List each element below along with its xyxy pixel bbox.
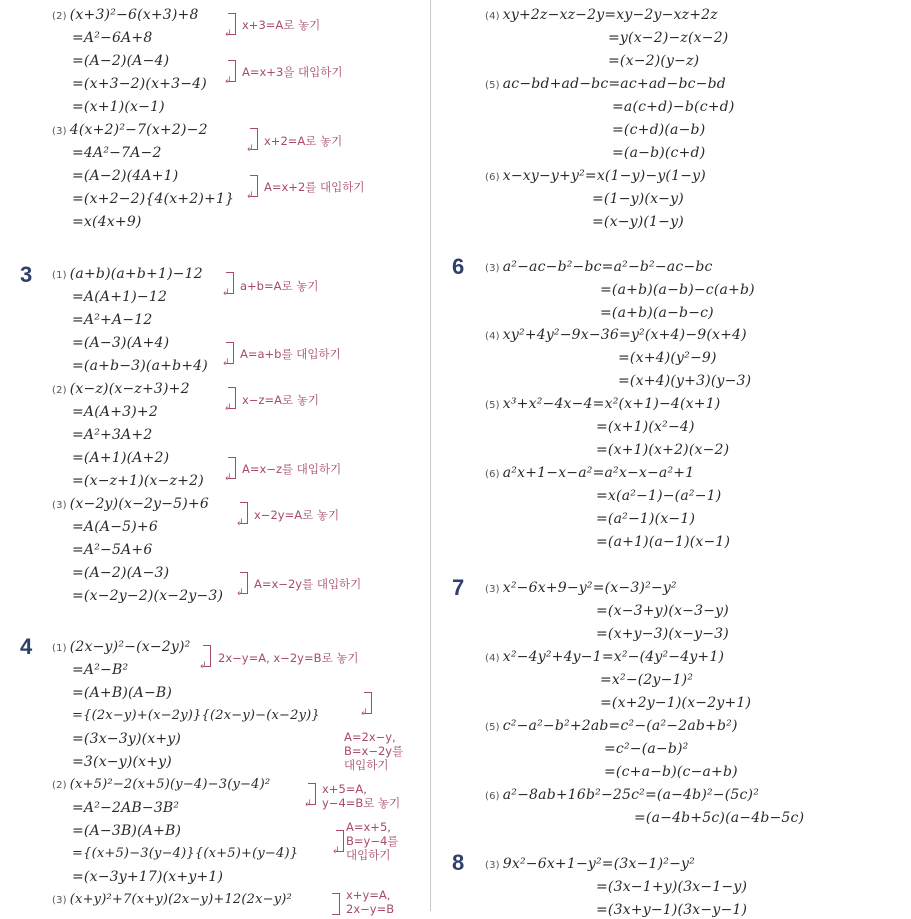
column-divider — [430, 0, 431, 911]
math-line: =A²+3A+2 — [72, 427, 153, 443]
math-line — [485, 786, 759, 806]
math-line: =a(c+d)−b(c+d) — [612, 99, 735, 115]
annotation-note: x+3=A로 놓기 — [242, 18, 321, 32]
problem-number: (3) — [52, 126, 67, 137]
math-line: =(A−2)(4A+1) — [72, 168, 179, 184]
annotation-note: A=a+b를 대입하기 — [240, 347, 341, 361]
math-line: =A²−6A+8 — [72, 30, 153, 46]
section-number: 3 — [20, 262, 33, 287]
section-number: 4 — [20, 634, 33, 659]
math-text: x³+x²−4x−4=x²(x+1)−4(x+1) — [502, 396, 721, 412]
annotation-note — [346, 820, 398, 862]
section-number: 8 — [452, 850, 465, 875]
problem-number: (2) — [52, 11, 67, 22]
annotation-note: x−2y=A로 놓기 — [254, 508, 340, 522]
math-line — [485, 579, 677, 599]
section-number: 6 — [452, 254, 465, 279]
math-line — [485, 75, 726, 95]
arrow-icon: ↲ — [360, 708, 368, 718]
math-line: =3(x−y)(x+y) — [72, 754, 172, 770]
math-line: =A²−5A+6 — [72, 542, 153, 558]
math-line — [485, 648, 724, 668]
math-line: =(x+4)(y+3)(y−3) — [618, 373, 752, 389]
problem-number: (2) — [52, 780, 67, 791]
math-text: (a+b)(a+b+1)−12 — [69, 266, 203, 282]
math-line — [485, 6, 718, 26]
problem-number: (3) — [52, 500, 67, 511]
math-line: =(x+y−3)(x−y−3) — [596, 626, 729, 642]
note-line: B=x−2y를 — [344, 744, 404, 758]
math-line: =(A−2)(A−4) — [72, 53, 170, 69]
math-line: =(a−4b+5c)(a−4b−5c) — [634, 810, 805, 826]
math-text: (x−z)(x−z+3)+2 — [69, 381, 190, 397]
math-line: =(x−z+1)(x−z+2) — [72, 473, 204, 489]
math-text: x²−6x+9−y²=(x−3)²−y² — [502, 580, 677, 596]
section-number: 7 — [452, 575, 465, 600]
arrow-icon: ↲ — [224, 403, 232, 413]
math-line — [485, 717, 738, 737]
math-line — [52, 776, 270, 795]
math-line: =A(A−5)+6 — [72, 519, 158, 535]
math-line: =(x+3−2)(x+3−4) — [72, 76, 207, 92]
math-line: =x(a²−1)−(a²−1) — [596, 488, 722, 504]
math-line: =(x−3y+17)(x+y+1) — [72, 869, 224, 885]
math-line: =(A−3)(A+4) — [72, 335, 170, 351]
math-line: =y(x−2)−z(x−2) — [608, 30, 729, 46]
math-line: =A(A+1)−12 — [72, 289, 168, 305]
arrow-icon: ↲ — [236, 518, 244, 528]
math-line: =(x+1)(x−1) — [72, 99, 165, 115]
math-line: =(x+1)(x+2)(x−2) — [596, 442, 730, 458]
math-line — [485, 395, 720, 415]
math-line: =(x−2)(y−z) — [608, 53, 700, 69]
note-line: y−4=B로 놓기 — [322, 796, 401, 810]
math-line — [52, 380, 190, 400]
problem-number: (6) — [485, 172, 500, 183]
arrow-icon: ↲ — [199, 661, 207, 671]
math-line: =(x+2y−1)(x−2y+1) — [600, 695, 752, 711]
note-line: 대입하기 — [346, 848, 391, 862]
problem-number: (1) — [52, 643, 67, 654]
math-line: =(c+a−b)(c−a+b) — [604, 764, 738, 780]
note-line: A=2x−y, — [344, 730, 396, 744]
math-line: =(a²−1)(x−1) — [596, 511, 696, 527]
math-line: =x(4x+9) — [72, 214, 142, 230]
math-text: (x+5)²−2(x+5)(y−4)−3(y−4)² — [69, 777, 271, 792]
math-line — [52, 891, 292, 910]
math-text: xy+2z−xz−2y=xy−2y−xz+2z — [502, 7, 718, 23]
problem-number: (6) — [485, 469, 500, 480]
arrow-icon: ↲ — [246, 191, 254, 201]
note-line: x+y=A, — [346, 888, 391, 902]
math-line — [485, 326, 747, 346]
problem-number: (1) — [52, 270, 67, 281]
math-line: =(x−y)(1−y) — [592, 214, 684, 230]
problem-number: (5) — [485, 722, 500, 733]
math-text: (2x−y)²−(x−2y)² — [69, 639, 191, 655]
problem-number: (6) — [485, 791, 500, 802]
annotation-note: A=x+2를 대입하기 — [264, 180, 365, 194]
math-text: x−xy−y+y²=x(1−y)−y(1−y) — [502, 168, 706, 184]
math-line: =(A−3B)(A+B) — [72, 823, 182, 839]
math-line — [52, 121, 208, 141]
problem-number: (5) — [485, 400, 500, 411]
math-line — [52, 6, 199, 26]
math-line — [485, 855, 695, 875]
annotation-note: x+2=A로 놓기 — [264, 134, 343, 148]
math-line: =(3x−3y)(x+y) — [72, 731, 182, 747]
arrow-icon: ↲ — [332, 846, 340, 856]
math-line: =(3x+y−1)(3x−y−1) — [596, 902, 748, 918]
math-line: =(a−b)(c+d) — [612, 145, 706, 161]
math-line — [485, 464, 694, 484]
annotation-note: x−z=A로 놓기 — [242, 393, 319, 407]
math-line: =4A²−7A−2 — [72, 145, 162, 161]
problem-number: (4) — [485, 11, 500, 22]
annotation-note — [322, 782, 400, 810]
math-text: a²−8ab+16b²−25c²=(a−4b)²−(5c)² — [502, 787, 760, 803]
annotation-note — [344, 730, 403, 772]
note-line: 대입하기 — [344, 758, 389, 772]
problem-number: (3) — [485, 263, 500, 274]
annotation-note — [346, 888, 394, 916]
problem-number: (5) — [485, 80, 500, 91]
math-line: =(1−y)(x−y) — [592, 191, 684, 207]
arrow-icon: ↲ — [224, 473, 232, 483]
arrow-icon: ↲ — [246, 144, 254, 154]
math-line: =(a+b)(a−b−c) — [600, 305, 714, 321]
math-line: =(A+B)(A−B) — [72, 685, 173, 701]
note-line: 2x−y=B — [346, 902, 395, 916]
arrow-icon: ↲ — [224, 29, 232, 39]
annotation-note: A=x−z를 대입하기 — [242, 462, 342, 476]
math-line: =(x+1)(x²−4) — [596, 419, 695, 435]
math-line: =(x+2−2){4(x+2)+1} — [72, 191, 235, 207]
math-text: c²−a²−b²+2ab=c²−(a²−2ab+b²) — [502, 718, 738, 734]
math-line: =A²−B² — [72, 662, 129, 678]
math-text: x²−4y²+4y−1=x²−(4y²−4y+1) — [502, 649, 725, 665]
math-text: (x+y)²+7(x+y)(2x−y)+12(2x−y)² — [69, 892, 292, 907]
note-line: x+5=A, — [322, 782, 367, 796]
arrow-icon: ↲ — [304, 799, 312, 809]
math-line: =c²−(a−b)² — [604, 741, 689, 757]
math-text: (x−2y)(x−2y−5)+6 — [69, 496, 209, 512]
math-line: =(a+b−3)(a+b+4) — [72, 358, 208, 374]
math-line — [485, 167, 706, 187]
math-line: =A(A+3)+2 — [72, 404, 158, 420]
math-text: xy²+4y²−9x−36=y²(x+4)−9(x+4) — [502, 327, 747, 343]
math-text: 4(x+2)²−7(x+2)−2 — [69, 122, 208, 138]
arrow-icon: ↲ — [236, 588, 244, 598]
annotation-note: A=x−2y를 대입하기 — [254, 577, 362, 591]
math-line — [485, 258, 713, 278]
annotation-note: a+b=A로 놓기 — [240, 279, 319, 293]
arrow-icon: ↲ — [224, 76, 232, 86]
arrow-icon: ↲ — [222, 288, 230, 298]
math-line: =A²−2AB−3B² — [72, 800, 180, 816]
math-line: =(x+4)(y²−9) — [618, 350, 717, 366]
problem-number: (4) — [485, 331, 500, 342]
note-line: B=y−4를 — [346, 834, 399, 848]
annotation-note: A=x+3을 대입하기 — [242, 65, 343, 79]
math-line — [52, 495, 209, 515]
problem-number: (3) — [485, 860, 500, 871]
problem-number: (3) — [485, 584, 500, 595]
math-text: a²−ac−b²−bc=a²−b²−ac−bc — [502, 259, 713, 275]
math-line: =(a+1)(a−1)(x−1) — [596, 534, 731, 550]
math-line: =x²−(2y−1)² — [600, 672, 694, 688]
math-line: ={(x+5)−3(y−4)}{(x+5)+(y−4)} — [72, 846, 299, 861]
math-text: a²x+1−x−a²=a²x−x−a²+1 — [502, 465, 695, 481]
math-line: =(A−2)(A−3) — [72, 565, 170, 581]
math-line — [52, 638, 190, 658]
math-line: =(a+b)(a−b)−c(a+b) — [600, 282, 755, 298]
math-text: (x+3)²−6(x+3)+8 — [69, 7, 199, 23]
math-line: =(3x−1+y)(3x−1−y) — [596, 879, 748, 895]
arrow-icon: ↲ — [222, 358, 230, 368]
annotation-note: 2x−y=A, x−2y=B로 놓기 — [218, 651, 359, 665]
math-line — [52, 265, 203, 285]
math-line: =(x−2y−2)(x−2y−3) — [72, 588, 224, 604]
math-text: ac−bd+ad−bc=ac+ad−bc−bd — [502, 76, 726, 92]
math-text: 9x²−6x+1−y²=(3x−1)²−y² — [502, 856, 695, 872]
math-line: ={(2x−y)+(x−2y)}{(2x−y)−(x−2y)} — [72, 708, 320, 723]
annotation-bracket — [332, 893, 340, 915]
math-line: =(x−3+y)(x−3−y) — [596, 603, 729, 619]
math-line: =(c+d)(a−b) — [612, 122, 706, 138]
problem-number: (4) — [485, 653, 500, 664]
problem-number: (3) — [52, 895, 67, 906]
problem-number: (2) — [52, 385, 67, 396]
note-line: A=x+5, — [346, 820, 391, 834]
math-line: =(A+1)(A+2) — [72, 450, 170, 466]
math-line: =A²+A−12 — [72, 312, 153, 328]
